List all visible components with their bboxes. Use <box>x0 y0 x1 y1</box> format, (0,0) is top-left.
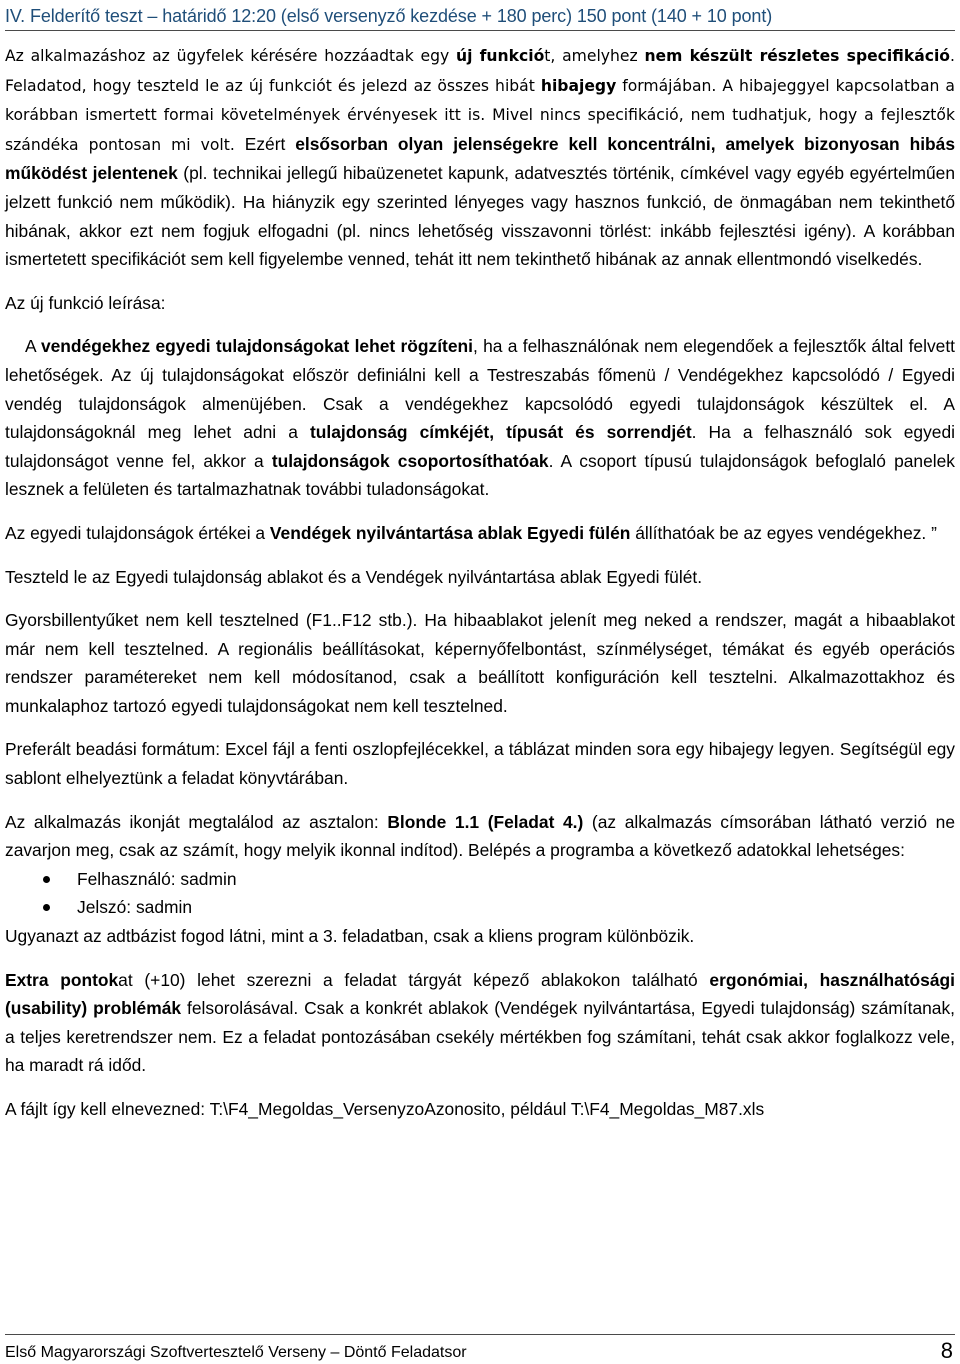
extra-points-paragraph: Extra pontokat (+10) lehet szerezni a feladat tárgyát képező ablakokon található ergonómiai, használhatósági (usability) problémák felsorolásával. Csak a konkrét ablakok (Vendégek nyilvántartása, Egyedi tulajdonság) számítanak, a teljes keretrendszer nem. Ez a feladat pontozásában csekély mértékben fog számítani, tehát csak akkor foglalkozz vele, ha maradt rá időd. <box>5 969 955 1076</box>
submission-format-paragraph: Preferált beadási formátum: Excel fájl a fenti oszlopfejlécekkel, a táblázat minden sora egy hibajegy legyen. Segítségül egy sablont elhelyeztünk a feladat könyvtárában. <box>5 739 955 789</box>
exclusions-paragraph: Gyorsbillentyűket nem kell tesztelned (F1..F12 stb.). Ha hibaablakot jelenít meg neked a rendszer, magát a hibaablakot már nem kell tesztelned. A regionális beállításokat, képernyőfelbontást, színmélységet, témákat és egyéb operációs rendszer paramétereket nem kell módosítanod, csak a beállított konfiguráción kell tesztelni. Alkalmazottakhoz és munkalaphoz tartozó egyedi tulajdonságokat nem kell tesztelned. <box>5 610 955 716</box>
feature-description-paragraph: A vendégekhez egyedi tulajdonságokat lehet rögzíteni, ha a felhasználónak nem elegendőek a fejlesztők által felvett lehetőségek. Az új tulajdonságokat először definiálni kell a Testreszabás főmenü / Vendégekhez kapcsolódó / Egyedi vendég tulajdonságok almenüjében. Csak a vendégekhez kapcsolódó egyedi tulajdonságok készültek el. A tulajdonságoknál meg lehet adni a tulajdonság címkéjét, típusát és sorrendjét. Ha a felhasználó sok egyedi tulajdonságot venne fel, akkor a tulajdonságok csoportosíthatóak. A csoport típusú tulajdonságok befoglaló panelek lesznek a felületen és tartalmazhatnak további tuladonságokat. <box>5 336 955 500</box>
list-item: Felhasználó: sadmin <box>5 865 955 894</box>
file-naming-paragraph: A fájlt így kell elnevezned: T:\F4_Megoldas_VersenyzoAzonosito, például T:\F4_Megoldas_M87.xls <box>5 1099 765 1119</box>
database-note-paragraph: Ugyanazt az adtbázist fogod látni, mint a 3. feladatban, csak a kliens program különbözik. <box>5 926 695 947</box>
credentials-list <box>5 865 955 922</box>
app-icon-paragraph: Az alkalmazás ikonját megtalálod az asztalon: Blonde 1.1 (Feladat 4.) (az alkalmazás címsorában látható verzió ne zavarjon meg, csak az számít, hogy melyik ikonnal indítod). Belépés a programba a következő adatokkal lehetséges: <box>5 811 955 861</box>
bullet-icon <box>43 904 50 911</box>
bullet-icon <box>43 876 50 883</box>
intro-text: Az alkalmazáshoz az ügyfelek kérésére hozzáadtak egy új funkciót, amelyhez nem készült részletes specifikáció. Feladatod, hogy teszteld le az új funkciót és jelezd az összes hibát hibajegy formájában. A hibajeggyel kapcsolatban a korábban ismertett formai követelmények érvényesek itt is. Mivel nincs specifikáció, nem tudhatjuk, hogy a fejlesztők szándéka pontosan mi volt. <box>5 47 955 154</box>
description-label: Az új funkció leírása: <box>5 292 166 313</box>
page-number: 8 <box>940 1338 953 1363</box>
page-footer <box>5 1334 955 1363</box>
list-item: Jelszó: sadmin <box>5 893 955 922</box>
intro-paragraph: Az alkalmazáshoz az ügyfelek kérésére hozzáadtak egy új funkciót, amelyhez nem készült részletes specifikáció. Feladatod, hogy teszteld le az új funkciót és jelezd az összes hibát hibajegy formájában. A hibajeggyel kapcsolatban a korábban ismertett formai követelmények érvényesek itt is. Mivel nincs specifikáció, nem tudhatjuk, hogy a fejlesztők szándéka pontosan mi volt. Ezért elsősorban olyan jelenségekre kell koncentrálni, amelyek bizonyosan hibás működést jelentenek (pl. technikai jellegű hibaüzenetet kapunk, adatvesztés történik, címkével vagy egyéb egyértelműen jelzett funkció nem működik). Ha hiányzik egy szerinted lényeges vagy hasznos funkció, de önmagában nem tekinthető hibának, akkor ezt nem fogjuk elfogadni (pl. nincs lehetőség visszavonni törlést: inkább fejlesztési igény). A korábban ismertetett specifikációt sem kell figyelembe venned, tehát itt nem tekinthető hibának az annak ellentmondó viselkedés. <box>5 47 956 270</box>
document-page <box>5 0 955 1124</box>
section-heading: IV. Felderítő teszt – határidő 12:20 (első versenyző kezdése + 180 perc) 150 pont (140 + 10 pont) <box>5 4 955 31</box>
footer-title: Első Magyarországi Szoftvertesztelő Verseny – Döntő Feladatsor <box>5 1344 467 1361</box>
custom-values-paragraph: Az egyedi tulajdonságok értékei a Vendégek nyilvántartása ablak Egyedi fülén állíthatóak be az egyes vendégekhez. ” <box>5 522 937 543</box>
test-scope-paragraph: Teszteld le az Egyedi tulajdonság ablakot és a Vendégek nyilvántartása ablak Egyedi fülét. <box>5 566 703 587</box>
